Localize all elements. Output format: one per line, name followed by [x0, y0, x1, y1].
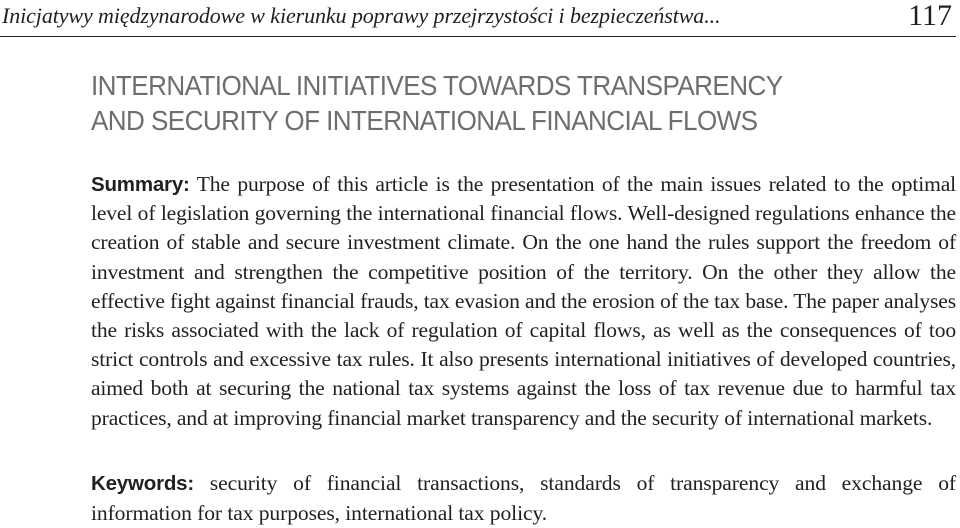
keywords-text: security of financial transactions, standards of transparency and exchange of information for tax purposes, international tax policy. — [91, 471, 956, 525]
article-title-line-2: AND SECURITY OF INTERNATIONAL FINANCIAL FLOWS — [91, 105, 758, 136]
article-title-line-1: INTERNATIONAL INITIATIVES TOWARDS TRANSPARENCY — [91, 70, 783, 101]
keywords-paragraph — [91, 469, 956, 528]
page-number: 117 — [908, 0, 952, 32]
keywords-label: Keywords: — [91, 472, 195, 495]
summary-paragraph — [91, 170, 956, 433]
article-title — [91, 68, 816, 138]
running-header-title: Inicjatywy międzynarodowe w kierunku poprawy przejrzystości i bezpieczeństwa... — [2, 3, 721, 28]
running-header — [0, 0, 956, 37]
summary-text: The purpose of this article is the presentation of the main issues related to the optimal level of legislation governing the international financial flows. Well-designed regulations enhance the creation of stable and secure investment climate. On the one hand the rules support the freedom of investment and strengthen the competitive position of the territory. On the other they allow the effective fight against financial frauds, tax evasion and the erosion of the tax base. The paper analyses the risks associated with the lack of regulation of capital flows, as well as the consequences of too strict controls and excessive tax rules. It also presents international initiatives of developed countries, aimed both at securing the national tax systems against the loss of tax revenue due to harmful tax practices, and at improving financial market transparency and the security of international markets. — [91, 172, 956, 430]
summary-label: Summary: — [91, 173, 190, 196]
